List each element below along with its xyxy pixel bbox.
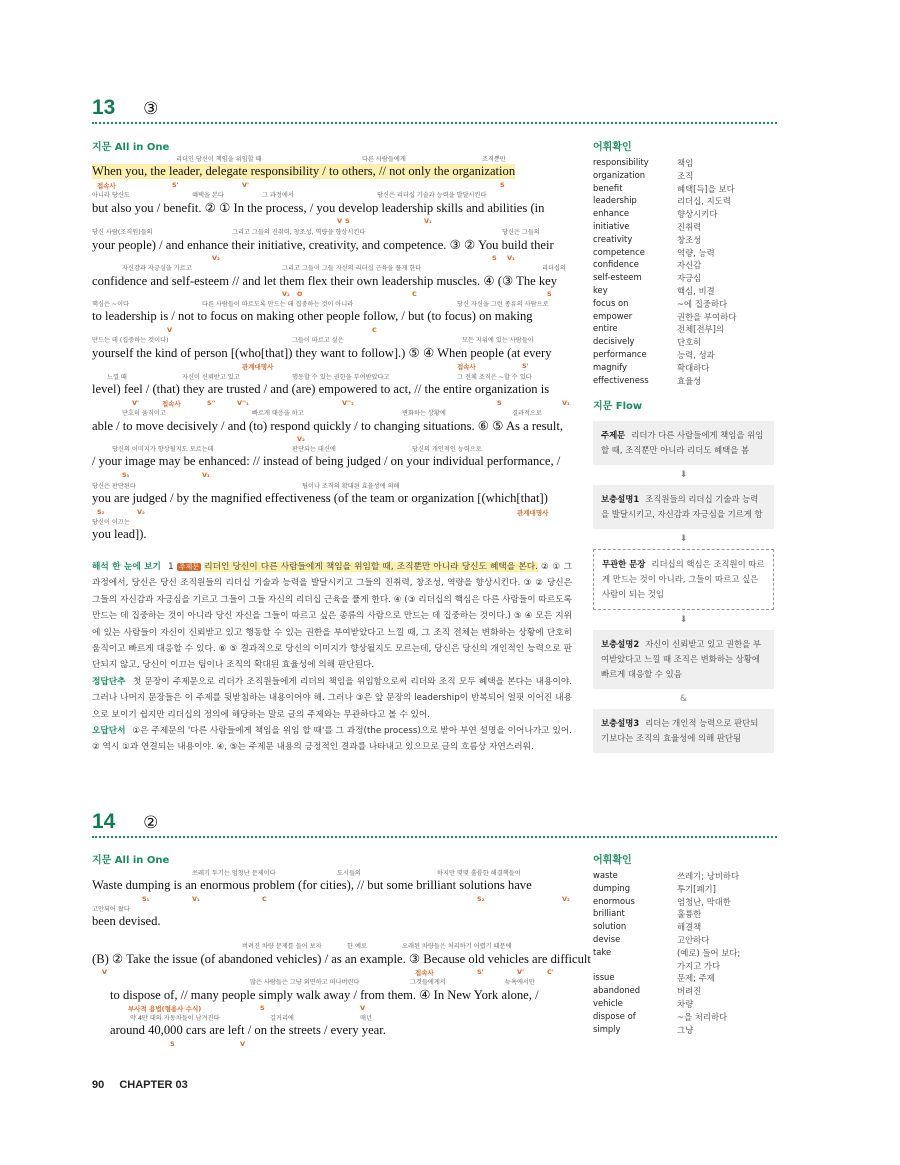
vocab-word: enormous (593, 895, 635, 906)
vocab-word: benefit (593, 182, 623, 193)
vocab-item (593, 921, 773, 934)
grammar-tag: V (240, 1040, 246, 1049)
korean-gloss: 자신이 신뢰받고 있고 (182, 373, 240, 381)
passage-line (92, 977, 572, 1013)
vocab-word: devise (593, 933, 621, 944)
korean-gloss: 행동할 수 있는 권한을 부여받았다고 (292, 373, 390, 381)
translation-body: ② ① 그 과정에서, 당신은 당신 조직원들의 리더십 기술과 능력을 발달시키고 그들의 진취력, 창조성, 역량을 향상시킨다. ③ ② 당신은 그들의 자신감과 자긍심을 기르고 그들이 그들 자신의 리더십 근육을 풀게 한다. ④ (③ 리더십의 핵심은 다른 사람들이 따르도록 만드는 데 집중하는 것이 아니라 당신 자신을 그들이 따르고 싶은 종류의 사람으로 만드는 데 집중하는 것이다.) ⑤ ④ 모든 지위에 있는 사람들이 자신이 신뢰받고 있고 행동할 수 있는 권한을 부여받았다고 느낄 때, 그 조직 전체는 변화하는 상황에 단호히 움직이고 빠르게 대응할 수 있다. ⑥ ⑤ 결과적으로 당신의 이미지가 향상될지도 모르는데, 당신은 당신의 개인적인 능력으로 판단되지 않고, 당신이 이끄는 팀이나 조직의 확대된 효율성에 의해 판단된다. (92, 562, 573, 671)
vocab-meaning: 권한을 부여하다 (677, 311, 737, 322)
vocab-item (593, 247, 773, 260)
grammar-tag: S₂ (477, 895, 485, 903)
grammar-tag: O (297, 289, 303, 298)
vocab-word: issue (593, 972, 615, 983)
flow-box (593, 421, 774, 465)
korean-gloss: 고안되어 왔다 (92, 906, 130, 914)
vocab-word: enhance (593, 208, 629, 219)
grammar-tag: 접속사 (457, 363, 476, 372)
passage-line (92, 444, 572, 480)
grammar-tag: S' (477, 967, 484, 976)
vocab-meaning: 역량, 능력 (677, 247, 715, 258)
flow-text: 리더십의 핵심은 조직원이 따르게 만드는 것이 아니라, 그들이 따르고 싶은 사람이 되는 것임 (602, 559, 765, 599)
grammar-tag: S (170, 1040, 175, 1049)
wrong-answer-label: 오답단서 (92, 726, 126, 737)
passage-line (92, 154, 572, 190)
grammar-tag: V₂ (562, 895, 570, 903)
english-sentence: yourself the kind of person [(who[that]) they want to follow].) ⑤ ④ When people (at every (92, 346, 552, 361)
korean-gloss: 그 과정에서 (262, 192, 294, 200)
flow-box (593, 630, 774, 689)
vocab-item (593, 195, 773, 208)
vocab-meaning: 고안하다 (677, 934, 710, 945)
korean-gloss: 모든 지위에 있는 사람들이 (462, 337, 534, 345)
flow-and-symbol: & (679, 694, 688, 704)
vocab-item (593, 311, 773, 324)
passage-14 (92, 868, 591, 1049)
english-sentence: but also you / benefit. ② ① In the process, / you develop leadership skills and abilities (in (92, 201, 545, 216)
passage-line (92, 408, 572, 444)
vocab-item (593, 208, 773, 221)
vocab-word: leadership (593, 195, 637, 206)
translation-13: 해석 한 눈에 보기 1 주제문 리더인 당신이 다른 사람들에게 책임을 위임할 때, 조직뿐만 아니라 당신도 혜택을 본다. ② ① 그 과정에서, 당신은 당신 조직원들의 리더십 기술과 능력을 발달시키고 그들의 진취력, 창조성, 역량을 향상시킨다. ③ ② 당신은 그들의 자신감과 자긍심을 기르고 그들이 그들 자신의 리더십 근육을 풀게 한다. ④ (③ 리더십의 핵심은 다른 사람들이 따르도록 만드는 데 집중하는 것이 아니라 당신 자신을 그들이 따르고 싶은 종류의 사람으로 만드는 데 집중하는 것이다.) ⑤ ④ 모든 지위에 있는 사람들이 자신이 신뢰받고 있고 행동할 수 있는 권한을 부여받았다고 느낄 때, 그 조직 전체는 변화하는 상황에 단호히 움직이고 빠르게 대응할 수 있다. ⑥ ⑤ 결과적으로 당신의 이미지가 향상될지도 모르는데, 당신은 당신의 개인적인 능력으로 판단되지 않고, 당신이 이끄는 팀이나 조직의 확대된 효율성에 의해 판단된다. 정답단추 첫 문장이 주제문으로 리더가 조직원들에게 리더의 책임을 위임함으로써 리더와 조직 모두 혜택을 본다는 내용이야. 그러나 나머지 문장들은 이 주제를 뒷받침하는 내용이어야 해. 그러나 ③은 앞 문장의 leadership이 반복되어 얼핏 이어진 내용으로 보이기 쉽지만 리더십의 정의에 해당하는 말로 글의 주제와는 무관하다고 볼 수 있어. 오답단서 ①은 주제문의 '다른 사람들에게 책임을 위임 할 때'를 그 과정(the process)으로 받아 부연 설명을 이어나가고 있어. ② 역시 ①과 연결되는 내용이야. ④, ⑤는 주제문 내용의 긍정적인 결과를 나타내고 있으므로 글의 흐름상 자연스러워. (92, 562, 573, 753)
vocab-item (593, 896, 773, 909)
vocab-meaning: 버려진 (677, 986, 702, 997)
grammar-tag: V₁ (562, 398, 570, 407)
passage-line (92, 190, 572, 226)
vocab-word: brilliant (593, 908, 625, 919)
vocab-item (593, 1024, 773, 1037)
korean-gloss: 당신 사람(조직원)들의 (92, 228, 153, 236)
vocab-meaning: ~을 처리하다 (677, 1011, 728, 1022)
vocab-item (593, 221, 773, 234)
passage-line (92, 481, 572, 517)
flow-label: 보충설명2 (601, 639, 640, 649)
passage-line (92, 227, 572, 263)
english-sentence: level) feel / (that) they are trusted / and (are) empowered to act, // the entire organization is (92, 381, 550, 396)
vocab-item (593, 285, 773, 298)
grammar-tag: C (412, 289, 417, 298)
flow-label: 보충설명1 (601, 494, 640, 504)
vocab-word: creativity (593, 233, 633, 244)
korean-gloss: 핵심은 ~이다 (92, 301, 130, 309)
vocab-word: key (593, 284, 608, 295)
flow-box (593, 709, 774, 753)
vocab-meaning: 혜택[득]을 보다 (677, 183, 735, 194)
vocab-section-label: 어휘확인 (593, 855, 632, 866)
korean-gloss: 만드는 데 (집중하는 것이다) (92, 337, 169, 345)
vocab-meaning: 문제; 주제 (677, 973, 715, 984)
grammar-tag: V₁ (507, 253, 515, 262)
grammar-tag: V₁ (202, 471, 210, 480)
passage-13 (92, 154, 572, 553)
grammar-tag: 접속사 (97, 182, 116, 190)
korean-gloss: 당신은 리더십 기술과 능력을 발달시킨다 (377, 192, 487, 200)
english-sentence: to dispose of, // many people simply walk away / from them. ④ In New York alone, / (110, 987, 539, 1002)
grammar-tag: V''₂ (342, 398, 354, 407)
korean-gloss: 혜택을 본다 (192, 192, 224, 200)
topic-sentence-tag: 주제문 (178, 563, 200, 571)
korean-gloss: 단호히 움직이고 (122, 410, 166, 418)
korean-gloss: 판단되는 대신에 (292, 446, 336, 454)
answer-key-text: 첫 문장이 주제문으로 리더가 조직원들에게 리더의 책임을 위임함으로써 리더와 조직 모두 혜택을 본다는 내용이야. 그러나 나머지 문장들은 이 주제를 뒷받침하는 내용이어야 해. 그러나 ③은 앞 문장의 leadership이 반복되어 얼핏 이어진 내용으로 보이기 쉽지만 리더십의 정의에 해당하는 말로 글의 주제와는 무관하다고 볼 수 있어. (92, 676, 572, 720)
vocab-word: empower (593, 310, 633, 321)
vocab-item (593, 323, 773, 336)
vocab-item (593, 972, 773, 985)
korean-gloss: 그것들에게서 (410, 978, 446, 986)
grammar-tag: V''₁ (237, 398, 249, 407)
question-14-header (92, 810, 777, 838)
vocab-meaning: 그냥 (677, 1024, 694, 1035)
korean-gloss: 그 전체 조직은 ~할 수 있다 (457, 373, 532, 381)
flow-label: 무관한 문장 (602, 559, 646, 569)
grammar-tag: S (345, 217, 350, 226)
vocab-item (593, 170, 773, 183)
vocab-meaning: 창조성 (677, 234, 702, 245)
vocab-meaning: 책임 (677, 158, 694, 168)
passage-line (92, 517, 572, 553)
grammar-tag: C (372, 326, 377, 335)
english-sentence: your people) / and enhance their initiative, creativity, and competence. ③ ② You build their (92, 237, 554, 252)
vocab-list-13 (593, 157, 773, 387)
flow-section-label: 지문 Flow (593, 401, 643, 412)
grammar-tag: V₁ (424, 217, 432, 226)
flow-box (593, 485, 774, 529)
vocab-meaning: 향상시키다 (677, 209, 718, 220)
vocab-word: effectiveness (593, 374, 649, 385)
vocab-meaning: 투기[폐기] (677, 883, 716, 894)
vocab-item (593, 336, 773, 349)
question-answer: ③ (143, 99, 159, 119)
question-answer: ② (143, 813, 159, 833)
korean-gloss: 당신 자신을 그런 종류의 사람으로 (457, 301, 549, 309)
vocab-word: waste (593, 870, 618, 880)
vocab-meaning: 자긍심 (677, 273, 702, 284)
korean-gloss: 오래된 차량들은 처리하기 어렵기 때문에 (402, 942, 512, 950)
vocab-meaning: 자신감 (677, 260, 702, 271)
korean-gloss: 당신의 개인적인 능력으로 (412, 446, 482, 454)
grammar-tag: V₁ (192, 895, 200, 903)
vocab-meaning: 조직 (677, 170, 694, 181)
vocab-item (593, 908, 773, 921)
korean-gloss: 느낄 때 (107, 373, 127, 381)
korean-gloss: 매년 (360, 1015, 372, 1023)
korean-gloss: 조직뿐만 (482, 156, 506, 163)
english-sentence: Waste dumping is an enormous problem (for cities), // but some brilliant solutions have (92, 878, 532, 892)
grammar-tag: S' (172, 181, 179, 189)
korean-gloss: 한 예로 (347, 942, 367, 950)
korean-gloss: 아니라 당신도 (92, 192, 130, 200)
grammar-tag: S₂ (97, 507, 105, 516)
page-footer (92, 1079, 200, 1091)
vocab-list-14 (593, 870, 773, 1036)
korean-gloss: 다른 사람들이 따르도록 만드는 데 집중하는 것이 아니라 (202, 301, 354, 309)
grammar-tag: V' (517, 967, 525, 976)
translation-label: 해석 한 눈에 보기 (92, 562, 161, 572)
korean-gloss: 그리고 그들이 그들 자신의 리더십 근육을 풀게 한다 (282, 264, 422, 272)
vocab-item (593, 960, 773, 973)
vocab-word: competence (593, 246, 645, 257)
grammar-tag: V₂ (282, 289, 290, 298)
flow-text: 자신이 신뢰받고 있고 권한을 부여받았다고 느낄 때 조직은 변화하는 상황에 빠르게 대응할 수 있음 (601, 639, 762, 679)
vocab-meaning: 단호히 (677, 337, 702, 348)
grammar-tag: V' (132, 398, 140, 407)
wrong-answer-text: ①은 주제문의 '다른 사람들에게 책임을 위임 할 때'를 그 과정(the process)으로 받아 부연 설명을 이어나가고 있어. ② 역시 ①과 연결되는 내용이야. ④, ⑤는 주제문 내용의 긍정적인 결과를 나타내고 있으므로 글의 흐름상 자연스러워. (92, 726, 573, 753)
flow-text: 리더는 개인적 능력으로 판단되기보다는 조직의 효율성에 의해 판단됨 (601, 718, 759, 743)
vocab-word: take (593, 946, 612, 957)
vocab-word: dumping (593, 882, 631, 893)
vocab-word: initiative (593, 220, 630, 231)
vocab-word: magnify (593, 361, 627, 372)
vocab-item (593, 870, 773, 883)
vocab-word: vehicle (593, 997, 623, 1008)
grammar-tag: V (167, 326, 173, 335)
grammar-tag: V (337, 217, 343, 226)
vocab-item (593, 349, 773, 362)
grammar-tag: V₂ (212, 253, 220, 262)
grammar-tag: 부사적 용법(형용사 수식) (128, 1004, 202, 1013)
vocab-meaning: (예로) 들어 보다; (677, 947, 741, 958)
vocab-item (593, 934, 773, 947)
passage-line (92, 299, 572, 335)
vocab-item (593, 998, 773, 1011)
vocab-item (593, 183, 773, 196)
grammar-tag: S (492, 253, 497, 262)
vocab-meaning: 해결책 (677, 922, 702, 933)
grammar-tag: 관계대명사 (517, 508, 549, 517)
english-sentence: you are judged / by the magnified effectiveness (of the team or organization [(which[that]) (92, 490, 548, 505)
korean-gloss: 자신감과 자긍심을 기르고 (122, 264, 192, 272)
vocab-word: decisively (593, 336, 635, 347)
korean-gloss: 버려진 차량 문제를 들어 보자 (242, 942, 322, 950)
grammar-tag: S (500, 181, 505, 189)
passage-line (92, 941, 591, 977)
vocab-item (593, 259, 773, 272)
vocab-word: focus on (593, 297, 629, 308)
grammar-tag: S'' (207, 398, 216, 407)
korean-gloss: 당신은 판단된다 (92, 482, 136, 490)
grammar-tag: S (547, 289, 552, 298)
grammar-tag: V₂ (297, 435, 305, 444)
korean-gloss: 당신은 그들의 (502, 228, 540, 236)
korean-gloss: 쓰레기 투기는 엄청난 문제이다 (192, 870, 276, 877)
korean-gloss: 하지만 몇몇 훌륭한 해결책들이 (437, 870, 521, 877)
vocab-meaning: 리더십, 지도력 (677, 196, 731, 207)
grammar-tag: V (360, 1003, 366, 1012)
vocab-meaning: 훌륭한 (677, 909, 702, 920)
grammar-tag: C (262, 895, 267, 903)
passage-line (92, 263, 572, 299)
vocab-word: self-esteem (593, 272, 642, 283)
vocab-item (593, 362, 773, 375)
vocab-meaning: 능력, 성과 (677, 349, 715, 360)
korean-gloss: 그들이 따르고 싶은 (292, 337, 344, 345)
vocab-item (593, 1011, 773, 1024)
vocab-word: confidence (593, 259, 639, 270)
down-arrow-icon: ⬇ (679, 470, 688, 480)
korean-gloss: 뉴욕에서만 (505, 978, 535, 986)
grammar-tag: V' (242, 181, 250, 189)
vocab-word: entire (593, 323, 618, 334)
vocab-meaning: 쓰레기; 낭비하다 (677, 871, 740, 881)
korean-gloss: 리더인 당신이 책임을 위임할 때 (176, 156, 262, 163)
question-13-header (92, 96, 777, 124)
korean-gloss: 많은 사람들은 그냥 외면하고 떠나버린다 (250, 978, 360, 986)
passage-section-label: 지문 All in One (92, 855, 170, 866)
vocab-item (593, 883, 773, 896)
grammar-tag: S (497, 398, 502, 407)
vocab-meaning: 엄청난, 막대한 (677, 896, 731, 907)
grammar-tag: 접속사 (415, 968, 434, 977)
vocab-word: abandoned (593, 985, 641, 996)
passage-line (92, 335, 572, 371)
vocab-meaning: 진취력 (677, 221, 702, 232)
passage-section-label: 지문 All in One (92, 142, 170, 153)
question-number: 14 (92, 810, 116, 833)
grammar-tag: V (102, 967, 108, 976)
english-sentence: When you, the leader, delegate responsibility / to others, // not only the organization (92, 164, 516, 178)
vocab-word: dispose of (593, 1010, 636, 1021)
korean-gloss: 다른 사람들에게 (362, 156, 406, 163)
english-sentence: (B) ② Take the issue (of abandoned vehicles) / as an example. ③ Because old vehicles are difficult (92, 951, 591, 966)
flow-label: 보충설명3 (601, 718, 640, 728)
korean-gloss: 약 4만 대의 자동차들이 남겨진다 (130, 1015, 220, 1023)
grammar-tag: 관계대명사 (242, 363, 274, 372)
english-sentence: you lead]). (92, 526, 147, 541)
vocab-item (593, 157, 773, 170)
page-number: 90 (92, 1079, 105, 1091)
grammar-tag: S₁ (142, 895, 150, 903)
english-sentence: confidence and self-esteem // and let them flex their own leadership muscles. ④ (③ The key (92, 273, 558, 288)
vocab-word: simply (593, 1023, 621, 1034)
vocab-item (593, 298, 773, 311)
korean-gloss: 변화하는 상황에 (402, 410, 446, 418)
vocab-meaning: 가지고 가다 (677, 960, 721, 971)
vocab-meaning: 핵심, 비결 (677, 285, 715, 296)
korean-gloss: 그리고 그들의 진취력, 창조성, 역량을 향상시킨다 (232, 228, 366, 236)
vocab-section-label: 어휘확인 (593, 142, 632, 153)
vocab-word: responsibility (593, 157, 649, 167)
answer-key-label: 정답단추 (92, 676, 126, 687)
passage-line (92, 1013, 572, 1049)
passage-line (92, 904, 572, 940)
korean-gloss: 도시들의 (337, 870, 361, 877)
down-arrow-icon: ⬇ (679, 615, 688, 625)
flow-13 (593, 421, 774, 753)
english-sentence: able / to move decisively / and (to) respond quickly / to changing situations. ⑥ ⑤ As a result, (92, 419, 563, 434)
english-sentence: to leadership is / not to focus on making other people follow, / but (to focus) on making (92, 309, 533, 324)
vocab-meaning: ~에 집중하다 (677, 298, 728, 309)
flow-text: 조직원들의 리더십 기술과 능력을 발달시키고, 자신감과 자긍심을 기르게 함 (601, 494, 763, 519)
korean-gloss: 당신이 이끄는 (92, 518, 130, 526)
vocab-meaning: 확대하다 (677, 362, 710, 373)
korean-gloss: 당신의 이미지가 향상될지도 모르는데 (112, 446, 214, 454)
english-sentence: been devised. (92, 914, 161, 929)
grammar-tag: S' (522, 362, 529, 371)
flow-box (593, 549, 774, 610)
question-number: 13 (92, 96, 116, 119)
vocab-item (593, 234, 773, 247)
vocab-meaning: 전체[전부]의 (677, 324, 724, 335)
korean-gloss: 결과적으로 (512, 410, 542, 418)
chapter-label: CHAPTER 03 (119, 1079, 188, 1091)
topic-sentence: 리더인 당신이 다른 사람들에게 책임을 위임할 때, 조직뿐만 아니라 당신도 혜택을 본다. (204, 562, 538, 572)
korean-gloss: 팀이나 조직의 확대된 효율성에 의해 (302, 482, 400, 490)
grammar-tag: S₁ (122, 471, 130, 480)
vocab-word: performance (593, 348, 647, 359)
vocab-meaning: 효율성 (677, 375, 702, 386)
grammar-tag: 접속사 (162, 399, 181, 408)
korean-gloss: 빠르게 대응을 하고 (252, 410, 304, 418)
down-arrow-icon: ⬇ (679, 534, 688, 544)
korean-gloss: 리더십의 (542, 264, 566, 272)
vocab-item (593, 272, 773, 285)
flow-label: 주제문 (601, 430, 626, 440)
vocab-meaning: 차량 (677, 998, 694, 1009)
passage-line (92, 868, 572, 904)
vocab-item (593, 947, 773, 960)
grammar-tag: S (260, 1003, 265, 1012)
passage-line (92, 372, 572, 408)
english-sentence: / your image may be enhanced: // instead of being judged / on your individual performance, / (92, 454, 561, 469)
vocab-item (593, 985, 773, 998)
vocab-word: organization (593, 169, 646, 180)
korean-gloss: 길거리에 (270, 1015, 294, 1023)
vocab-word: solution (593, 921, 627, 932)
grammar-tag: V₂ (137, 507, 145, 516)
vocab-item (593, 375, 773, 388)
grammar-tag: C' (547, 967, 554, 976)
english-sentence: around 40,000 cars are left / on the streets / every year. (110, 1023, 386, 1038)
flow-text: 리더가 다른 사람들에게 책임을 위임할 때, 조직뿐만 아니라 리더도 혜택을 봄 (601, 430, 764, 455)
